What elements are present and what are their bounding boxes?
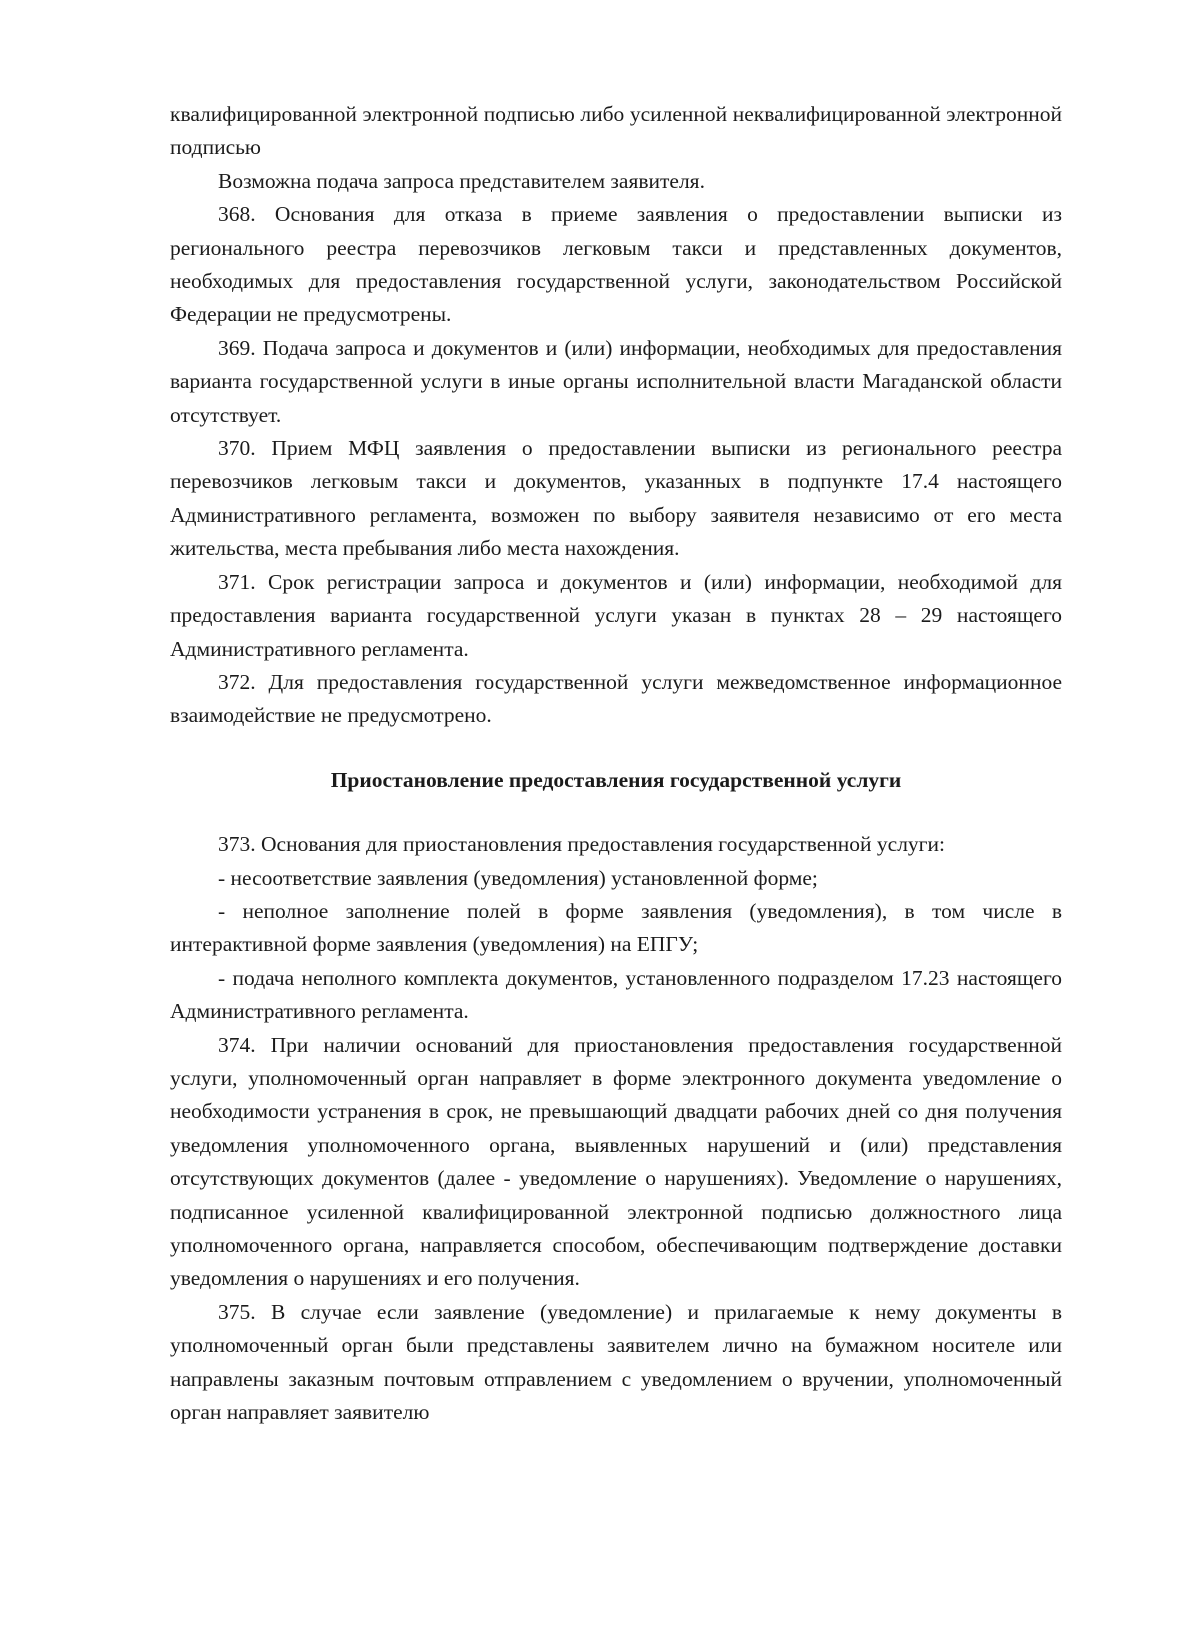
paragraph: 370. Прием МФЦ заявления о предоставлении выписки из регионального реестра перевозчиков легковым такси и документов, указанных в подпункте 17.4 настоящего Административного регламента, возможен по выбору заявителя независимо от его места жительства, места пребывания либо места нахождения. — [170, 436, 1062, 561]
paragraph: 374. При наличии оснований для приостановления предоставления государственной услуги, уполномоченный орган направляет в форме электронного документа уведомление о необходимости устранения в срок, не превышающий двадцати рабочих дней со дня получения уведомления уполномоченного органа, выявленных нарушений и (или) представления отсутствующих документов (далее - уведомление о нарушениях). Уведомление о нарушениях, подписанное усиленной квалифицированной электронной подписью должностного лица уполномоченного органа, направляется способом, обеспечивающим подтверждение доставки уведомления о нарушениях и его получения. — [170, 1032, 1062, 1291]
paragraph: Возможна подача запроса представителем заявителя. — [218, 168, 705, 193]
paragraph: 373. Основания для приостановления предоставления государственной услуги: — [218, 832, 945, 857]
paragraph: 375. В случае если заявление (уведомление) и прилагаемые к нему документы в уполномоченный орган были представлены заявителем лично на бумажном носителе или направлены заказным почтовым отправлением с уведомлением о вручении, уполномоченный орган направляет заявителю — [170, 1299, 1062, 1425]
list-item: - подача неполного комплекта документов, установленного подразделом 17.23 настоящего Административного регламента. — [170, 965, 1062, 1024]
paragraph: квалифицированной электронной подписью либо усиленной неквалифицированной электронной подписью — [170, 102, 1062, 160]
document-content — [170, 98, 1062, 1429]
list-item: - несоответствие заявления (уведомления) установленной форме; — [218, 865, 818, 890]
paragraph: 368. Основания для отказа в приеме заявления о предоставлении выписки из регионального реестра перевозчиков легковым такси и представленных документов, необходимых для предоставления государственной услуги, законодательством Российской Федерации не предусмотрены. — [170, 202, 1062, 327]
list-item: - неполное заполнение полей в форме заявления (уведомления), в том числе в интерактивной форме заявления (уведомления) на ЕПГУ; — [170, 898, 1062, 957]
section-heading: Приостановление предоставления государственной услуги — [330, 767, 902, 792]
paragraph: 369. Подача запроса и документов и (или) информации, необходимых для предоставления варианта государственной услуги в иные органы исполнительной власти Магаданской области отсутствует. — [170, 335, 1062, 427]
paragraph: 371. Срок регистрации запроса и документов и (или) информации, необходимой для предоставления варианта государственной услуги указан в пунктах 28 – 29 настоящего Административного регламента. — [170, 569, 1062, 661]
paragraph: 372. Для предоставления государственной услуги межведомственное информационное взаимодействие не предусмотрено. — [170, 669, 1062, 728]
